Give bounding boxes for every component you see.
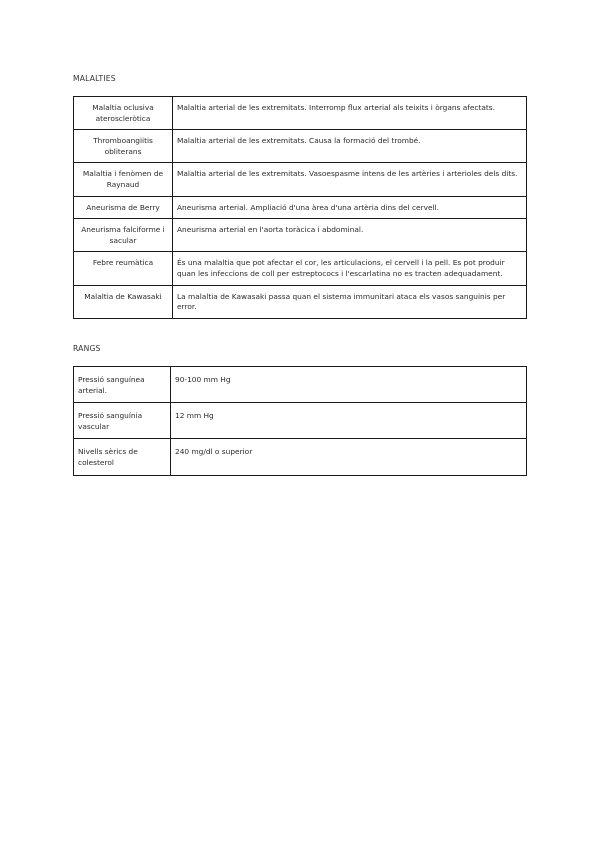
range-value-cell: 90-100 mm Hg [171, 367, 527, 403]
table-row [74, 367, 527, 403]
table-row [74, 285, 527, 318]
section-title-rangs: RANGS [73, 344, 101, 353]
disease-name-cell: Malaltia i fenòmen de Raynaud [74, 163, 173, 196]
table-row [74, 163, 527, 196]
range-parameter-cell: Pressió sanguínia vascular [74, 403, 171, 439]
table-row [74, 97, 527, 130]
disease-name-cell: Aneurisma de Berry [74, 196, 173, 219]
range-value-cell: 240 mg/dl o superior [171, 439, 527, 475]
disease-description-cell: La malaltia de Kawasaki passa quan el sistema immunitari ataca els vasos sanguinis per error. [173, 285, 527, 318]
ranges-table [73, 366, 527, 476]
disease-name-cell: Febre reumàtica [74, 252, 173, 285]
range-parameter-cell: Pressió sanguínea arterial. [74, 367, 171, 403]
disease-description-cell: Aneurisma arterial. Ampliació d'una àrea d'una artèria dins del cervell. [173, 196, 527, 219]
disease-name-cell: Malaltia oclusiva ateroscleròtica [74, 97, 173, 130]
disease-name-cell: Thromboangiitis obliterans [74, 130, 173, 163]
table-row [74, 403, 527, 439]
disease-description-cell: Aneurisma arterial en l'aorta toràcica i abdominal. [173, 219, 527, 252]
table-row [74, 196, 527, 219]
disease-name-cell: Aneurisma falciforme i sacular [74, 219, 173, 252]
disease-description-cell: Malaltia arterial de les extremitats. Interromp flux arterial als teixits i òrgans afectats. [173, 97, 527, 130]
table-row [74, 219, 527, 252]
disease-description-cell: És una malaltia que pot afectar el cor, les articulacions, el cervell i la pell. Es pot produir quan les infeccions de coll per estreptococs i l'escarlatina no es tracten adequadament. [173, 252, 527, 285]
diseases-table [73, 96, 527, 319]
range-parameter-cell: Nivells sèrics de colesterol [74, 439, 171, 475]
table-row [74, 439, 527, 475]
table-row [74, 130, 527, 163]
table-row [74, 252, 527, 285]
section-title-malalties: MALALTIES [73, 74, 116, 83]
range-value-cell: 12 mm Hg [171, 403, 527, 439]
disease-description-cell: Malaltia arterial de les extremitats. Vasoespasme intens de les artèries i arterioles dels dits. [173, 163, 527, 196]
disease-name-cell: Malaltia de Kawasaki [74, 285, 173, 318]
disease-description-cell: Malaltia arterial de les extremitats. Causa la formació del trombé. [173, 130, 527, 163]
